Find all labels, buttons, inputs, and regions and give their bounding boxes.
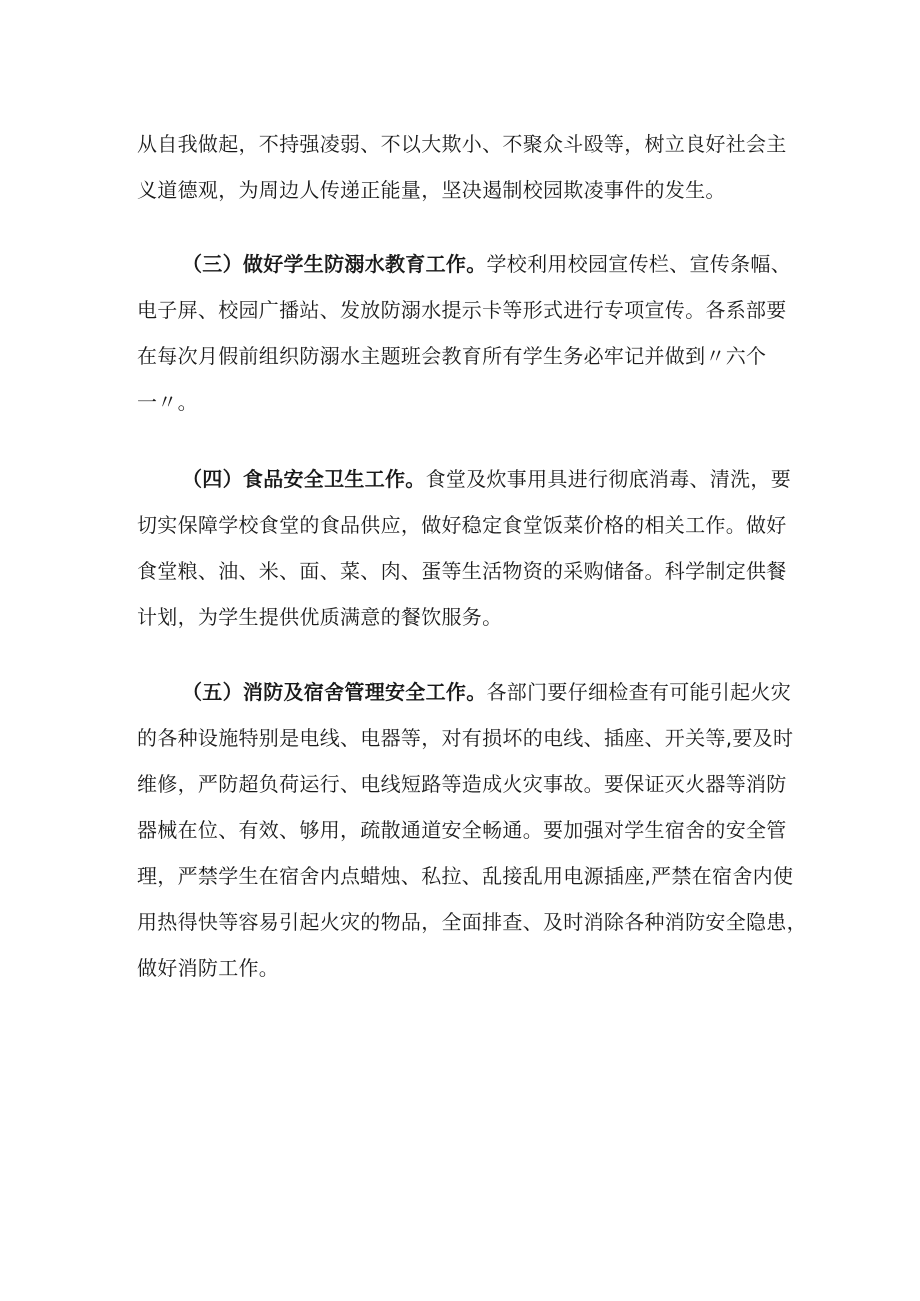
paragraph-line: 切实保障学校食堂的食品供应，做好稳定食堂饭菜价格的相关工作。做好 [137,513,787,537]
section-food-safety [137,456,797,640]
paragraph-line: 维修，严防超负荷运行、电线短路等造成火灾事故。要保证灭火器等消防 [137,772,787,796]
paragraph-line: 用热得快等容易引起火灾的物品，全面排查、及时消除各种消防安全隐患， [137,910,807,934]
section-fire-dormitory-safety [137,669,807,991]
paragraph-line: 义道德观，为周边人传递正能量，坚决遏制校园欺凌事件的发生。 [137,178,726,202]
paragraph-line: 理，严禁学生在宿舍内点蜡烛、私拉、乱接乱用电源插座,严禁在宿舍内使 [137,864,794,888]
section-first-line-text: 食堂及炊事用具进行彻底消毒、清洗，要 [425,467,792,491]
section-heading: （四）食品安全卫生工作。 [182,467,426,491]
paragraph-line: 从自我做起，不持强凌弱、不以大欺小、不聚众斗殴等，树立良好社会主 [137,132,787,156]
paragraph-line: 做好消防工作。 [137,956,280,980]
section-heading: （三）做好学生防溺水教育工作。 [182,252,487,276]
paragraph-line: 计划，为学生提供优质满意的餐饮服务。 [137,605,503,629]
paragraph-line: 的各种设施特别是电线、电器等，对有损坏的电线、插座、开关等,要及时 [137,726,794,750]
section-first-line [137,456,797,502]
section-first-line-text: 各部门要仔细检查有可能引起火灾 [486,680,791,704]
paragraph-line: 食堂粮、油、米、面、菜、肉、蛋等生活物资的采购储备。科学制定供餐 [137,559,787,583]
section-first-line-text: 学校利用校园宣传栏、宣传条幅、 [486,252,791,276]
intro-paragraph [137,121,797,213]
section-heading: （五）消防及宿舍管理安全工作。 [182,680,487,704]
paragraph-line: 一〃。 [137,390,198,414]
section-first-line [137,241,797,287]
paragraph-line: 在每次月假前组织防溺水主题班会教育所有学生务必牢记并做到〃六个 [137,344,767,368]
section-drowning-prevention [137,241,797,425]
section-first-line [137,669,797,715]
paragraph-line: 器械在位、有效、够用，疏散通道安全畅通。要加强对学生宿舍的安全管 [137,818,787,842]
paragraph-line: 电子屏、校园广播站、发放防溺水提示卡等形式进行专项宣传。各系部要 [137,298,787,322]
